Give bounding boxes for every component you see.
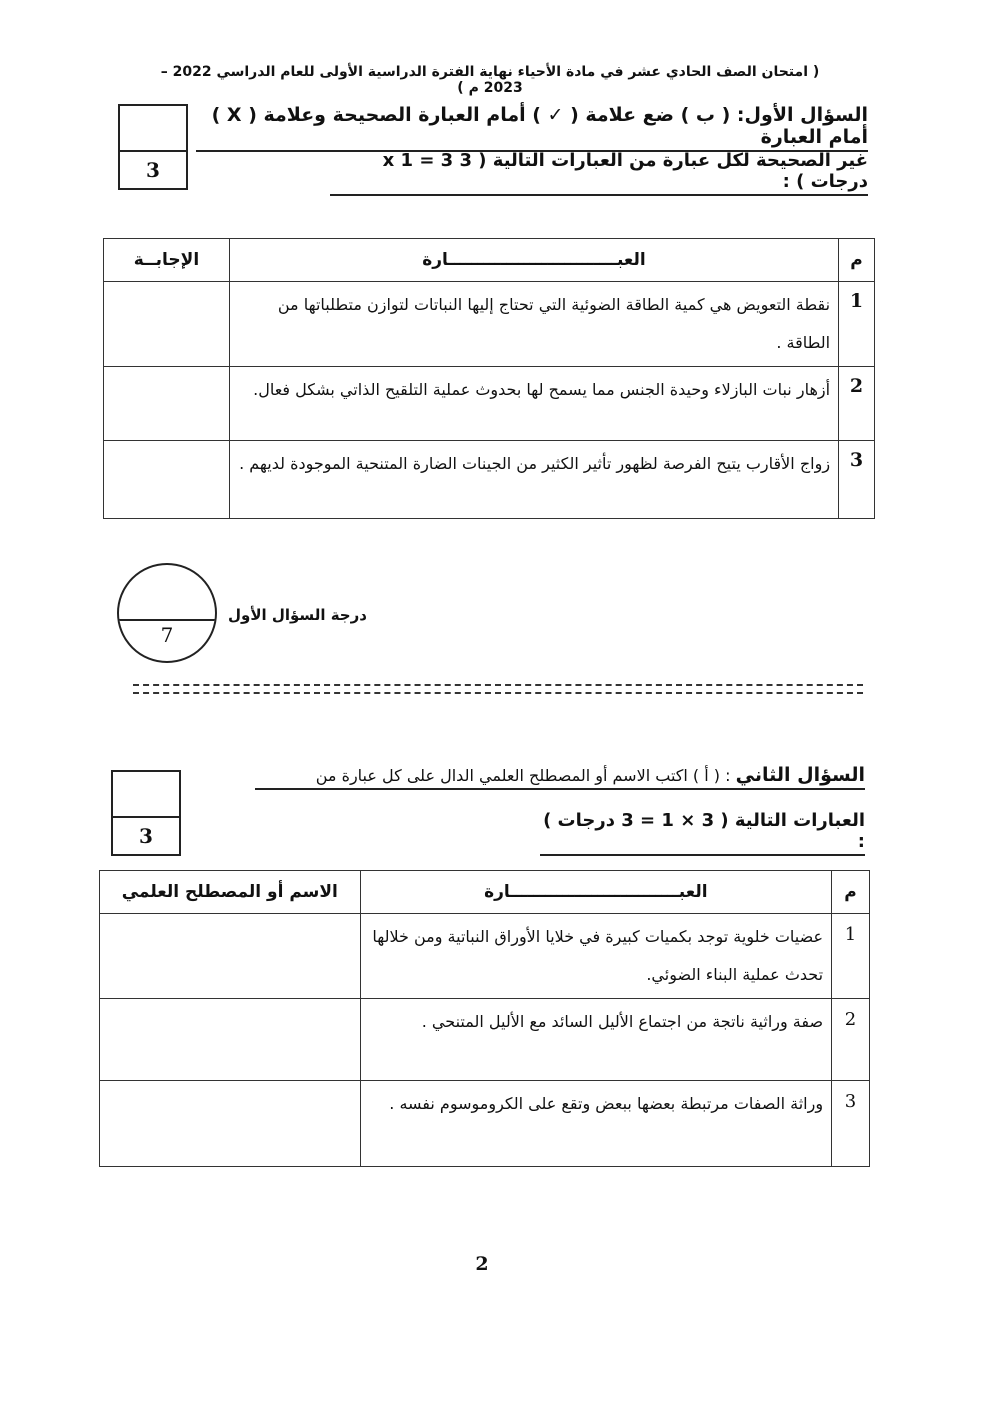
q1-col-statement: العبـــــــــــــــــــــــــــــارة [229,239,838,282]
answer-cell[interactable] [100,999,361,1081]
q2-instruction-text: : ( أ ) اكتب الاسم أو المصطلح العلمي الدال على كل عبارة من [315,766,736,785]
q2-score-box [111,770,181,856]
q1-total-value: 7 [160,623,174,647]
row-statement: أزهار نبات البازلاء وحيدة الجنس مما يسمح لها بحدوث عملية التلقيح الذاتي بشكل فعال. [229,367,838,441]
table-row [100,914,870,999]
q2-instruction-line2: العبارات التالية ( 3 × 1 = 3 درجات ) : [540,810,865,856]
answer-cell[interactable] [104,282,230,367]
q2-col-statement: العبـــــــــــــــــــــــــــــارة [360,871,831,914]
q2-score-blank [113,772,179,818]
q1-score-value: 3 [146,158,160,182]
q1-total-label: درجة السؤال الأول [228,606,367,624]
q1-instruction-line1: السؤال الأول: ( ب ) ضع علامة ( ✓ ) أمام العبارة الصحيحة وعلامة ( X ) أمام العبارة [196,104,868,152]
q2-title: السؤال الثاني [735,764,865,786]
q1-table-header [104,239,875,282]
row-number: 3 [832,1081,870,1167]
row-statement: نقطة التعويض هي كمية الطاقة الضوئية التي تحتاج إليها النباتات لتوازن متطلباتها من الطاقة . [229,282,838,367]
row-number: 3 [839,441,875,519]
section-divider [133,684,863,694]
q1-score-blank [120,106,186,152]
q2-col-answer: الاسم أو المصطلح العلمي [100,871,361,914]
answer-cell[interactable] [100,914,361,999]
answer-cell[interactable] [100,1081,361,1167]
row-number: 2 [832,999,870,1081]
row-statement: صفة وراثية ناتجة من اجتماع الأليل السائد مع الأليل المتنحي . [360,999,831,1081]
answer-cell[interactable] [104,441,230,519]
q1-table [103,238,875,519]
page-number: 2 [475,1253,489,1275]
table-row [104,367,875,441]
q2-table-header [100,871,870,914]
row-number: 1 [839,282,875,367]
table-row [100,999,870,1081]
answer-cell[interactable] [104,367,230,441]
row-number: 1 [832,914,870,999]
q2-score-value: 3 [139,824,153,848]
q1-total-circle [117,563,217,663]
table-row [104,282,875,367]
q1-instruction-line2: غير الصحيحة لكل عبارة من العبارات التالية ( 3 x 1 = 3 درجات ) : [330,150,868,196]
q2-instruction-line1 [255,764,865,790]
table-row [100,1081,870,1167]
q1-col-num: م [839,239,875,282]
circle-divider [119,619,215,621]
row-number: 2 [839,367,875,441]
q2-table [99,870,870,1167]
row-statement: زواج الأقارب يتيح الفرصة لظهور تأثير الكثير من الجينات الضارة المتنحية الموجودة لديهم . [229,441,838,519]
q2-col-num: م [832,871,870,914]
q1-score-box [118,104,188,190]
q1-col-answer: الإجابــة [104,239,230,282]
row-statement: وراثة الصفات مرتبطة بعضها ببعض وتقع على الكروموسوم نفسه . [360,1081,831,1167]
table-row [104,441,875,519]
row-statement: عضيات خلوية توجد بكميات كبيرة في خلايا الأوراق النباتية ومن خلالها تحدث عملية البناء الضوئي. [360,914,831,999]
exam-header: ( امتحان الصف الحادي عشر في مادة الأحياء نهاية الفترة الدراسية الأولى للعام الدراسي 2022 – 2023 م ) [160,64,820,96]
